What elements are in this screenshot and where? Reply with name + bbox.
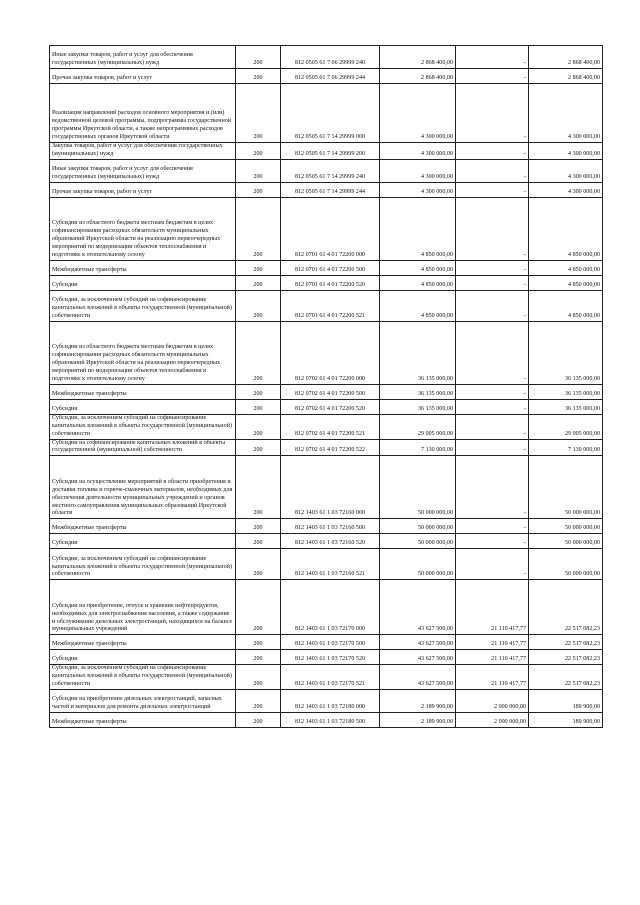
row-description: Межбюджетные трансферты <box>50 260 236 275</box>
row-approved-amount: 2 189 900,00 <box>380 690 456 713</box>
table-row <box>50 321 603 384</box>
row-grbs: 200 <box>236 650 281 665</box>
row-grbs: 200 <box>236 182 281 197</box>
table-row <box>50 713 603 728</box>
budget-rows <box>50 46 603 728</box>
row-approved-amount: 4 850 000,00 <box>380 197 456 260</box>
row-approved-amount: 4 300 000,00 <box>380 159 456 182</box>
row-remaining-amount: 50 000 000,00 <box>529 534 603 549</box>
table-row <box>50 439 603 456</box>
row-grbs: 200 <box>236 159 281 182</box>
row-description: Субсидии на приобретение дизельных электростанций, запасных частей и материалов для ремонта дизельных электростанций <box>50 690 236 713</box>
row-approved-amount: 36 135 000,00 <box>380 321 456 384</box>
table-row <box>50 275 603 290</box>
row-description: Прочая закупка товаров, работ и услуг <box>50 182 236 197</box>
row-budget-code: 812 0701 61 4 01 72200 000 <box>281 197 380 260</box>
row-remaining-amount: 2 868 400,00 <box>529 46 603 69</box>
row-grbs: 200 <box>236 690 281 713</box>
row-budget-code: 812 0505 61 7 14 29999 240 <box>281 159 380 182</box>
row-description: Субсидии, за исключением субсидий на софинансирование капитальных вложений в объекты государственной (муниципальной) собственности <box>50 290 236 321</box>
row-executed-amount: - <box>456 159 529 182</box>
table-row <box>50 580 603 635</box>
row-grbs: 200 <box>236 534 281 549</box>
table-row <box>50 534 603 549</box>
row-approved-amount: 4 300 000,00 <box>380 143 456 160</box>
row-executed-amount: - <box>456 414 529 439</box>
row-grbs: 200 <box>236 275 281 290</box>
table-row <box>50 650 603 665</box>
row-description: Прочая закупка товаров, работ и услуг <box>50 69 236 84</box>
row-grbs: 200 <box>236 439 281 456</box>
row-executed-amount: 2 000 000,00 <box>456 690 529 713</box>
row-remaining-amount: 36 135 000,00 <box>529 384 603 399</box>
row-grbs: 200 <box>236 290 281 321</box>
row-remaining-amount: 4 300 000,00 <box>529 84 603 143</box>
table-row <box>50 143 603 160</box>
row-description: Иные закупки товаров, работ и услуг для обеспечения государственных (муниципальных) нужд <box>50 159 236 182</box>
row-executed-amount: 21 110 417,77 <box>456 650 529 665</box>
row-description: Закупка товаров, работ и услуг для обеспечения государственных (муниципальных) нужд <box>50 143 236 160</box>
row-grbs: 200 <box>236 713 281 728</box>
row-description: Субсидии <box>50 650 236 665</box>
row-description: Межбюджетные трансферты <box>50 713 236 728</box>
table-row <box>50 84 603 143</box>
row-remaining-amount: 22 517 082,23 <box>529 635 603 650</box>
row-approved-amount: 50 000 000,00 <box>380 549 456 580</box>
row-budget-code: 812 1403 61 1 03 72170 521 <box>281 665 380 690</box>
row-executed-amount: - <box>456 439 529 456</box>
row-executed-amount: - <box>456 549 529 580</box>
row-grbs: 200 <box>236 549 281 580</box>
row-grbs: 200 <box>236 143 281 160</box>
row-executed-amount: - <box>456 260 529 275</box>
row-budget-code: 812 1403 61 1 03 72170 520 <box>281 650 380 665</box>
row-grbs: 200 <box>236 665 281 690</box>
row-approved-amount: 7 130 000,00 <box>380 439 456 456</box>
row-description: Межбюджетные трансферты <box>50 384 236 399</box>
table-row <box>50 519 603 534</box>
row-budget-code: 812 0702 61 4 01 72200 521 <box>281 414 380 439</box>
row-approved-amount: 2 189 900,00 <box>380 713 456 728</box>
row-executed-amount: 21 110 417,77 <box>456 635 529 650</box>
row-remaining-amount: 4 850 000,00 <box>529 275 603 290</box>
row-remaining-amount: 29 005 000,00 <box>529 414 603 439</box>
row-description: Межбюджетные трансферты <box>50 635 236 650</box>
row-budget-code: 812 0505 61 7 14 29999 200 <box>281 143 380 160</box>
row-approved-amount: 4 300 000,00 <box>380 182 456 197</box>
row-description: Межбюджетные трансферты <box>50 519 236 534</box>
row-grbs: 200 <box>236 197 281 260</box>
row-budget-code: 812 0702 61 4 01 72200 520 <box>281 399 380 414</box>
table-row <box>50 182 603 197</box>
row-budget-code: 812 0701 61 4 01 72200 521 <box>281 290 380 321</box>
row-executed-amount: 21 110 417,77 <box>456 580 529 635</box>
row-approved-amount: 43 627 500,00 <box>380 650 456 665</box>
table-row <box>50 456 603 519</box>
row-approved-amount: 50 000 000,00 <box>380 456 456 519</box>
row-budget-code: 812 0505 61 7 14 29999 000 <box>281 84 380 143</box>
row-description: Субсидии на приобретение, отпуск и хранение нефтепродуктов, необходимых для электроснабжения населения, а также содержание и обслуживание дизельных электростанций, находящихся на балансе муниципальных учреждений <box>50 580 236 635</box>
row-budget-code: 812 0505 61 7 06 29999 240 <box>281 46 380 69</box>
row-budget-code: 812 1403 61 1 03 72180 000 <box>281 690 380 713</box>
row-executed-amount: 21 110 417,77 <box>456 665 529 690</box>
row-grbs: 200 <box>236 84 281 143</box>
row-executed-amount: - <box>456 143 529 160</box>
row-grbs: 200 <box>236 321 281 384</box>
row-executed-amount: - <box>456 534 529 549</box>
row-remaining-amount: 22 517 082,23 <box>529 650 603 665</box>
row-budget-code: 812 0505 61 7 14 29999 244 <box>281 182 380 197</box>
row-remaining-amount: 189 900,00 <box>529 690 603 713</box>
row-description: Субсидии <box>50 399 236 414</box>
row-description: Иные закупки товаров, работ и услуг для обеспечения государственных (муниципальных) нужд <box>50 46 236 69</box>
row-remaining-amount: 4 850 000,00 <box>529 290 603 321</box>
row-remaining-amount: 50 000 000,00 <box>529 549 603 580</box>
row-description: Субсидии, за исключением субсидий на софинансирование капитальных вложений в объекты государственной (муниципальной) собственности <box>50 414 236 439</box>
row-description: Субсидии, за исключением субсидий на софинансирование капитальных вложений в объекты государственной (муниципальной) собственности <box>50 549 236 580</box>
row-remaining-amount: 189 900,00 <box>529 713 603 728</box>
table-row <box>50 414 603 439</box>
row-approved-amount: 43 627 500,00 <box>380 665 456 690</box>
row-remaining-amount: 36 135 000,00 <box>529 399 603 414</box>
row-approved-amount: 4 300 000,00 <box>380 84 456 143</box>
table-row <box>50 260 603 275</box>
row-grbs: 200 <box>236 399 281 414</box>
row-executed-amount: - <box>456 384 529 399</box>
row-executed-amount: - <box>456 519 529 534</box>
table-row <box>50 399 603 414</box>
row-remaining-amount: 36 135 000,00 <box>529 321 603 384</box>
table-row <box>50 665 603 690</box>
row-approved-amount: 2 868 400,00 <box>380 46 456 69</box>
row-executed-amount: - <box>456 321 529 384</box>
row-grbs: 200 <box>236 260 281 275</box>
row-executed-amount: - <box>456 275 529 290</box>
row-description: Субсидии <box>50 534 236 549</box>
row-approved-amount: 50 000 000,00 <box>380 519 456 534</box>
row-approved-amount: 2 868 400,00 <box>380 69 456 84</box>
row-description: Реализация направлений расходов основного мероприятия и (или) ведомственной целевой программы, подпрограммы государственной программы Иркутской области, а также непрограммных расходов государственных органов Иркутской области <box>50 84 236 143</box>
row-approved-amount: 4 850 000,00 <box>380 275 456 290</box>
table-row <box>50 549 603 580</box>
row-grbs: 200 <box>236 384 281 399</box>
table-row <box>50 159 603 182</box>
row-approved-amount: 50 000 000,00 <box>380 534 456 549</box>
row-executed-amount: - <box>456 456 529 519</box>
row-remaining-amount: 22 517 082,23 <box>529 665 603 690</box>
row-grbs: 200 <box>236 46 281 69</box>
row-grbs: 200 <box>236 580 281 635</box>
row-description: Субсидии на софинансирование капитальных вложений в объекты государственной (муниципальной) собственности <box>50 439 236 456</box>
row-approved-amount: 4 850 000,00 <box>380 260 456 275</box>
row-approved-amount: 4 850 000,00 <box>380 290 456 321</box>
row-budget-code: 812 0505 61 7 06 29999 244 <box>281 69 380 84</box>
row-grbs: 200 <box>236 69 281 84</box>
table-row <box>50 69 603 84</box>
row-budget-code: 812 1403 61 1 03 72180 500 <box>281 713 380 728</box>
table-row <box>50 384 603 399</box>
row-budget-code: 812 1403 61 1 03 72170 500 <box>281 635 380 650</box>
row-executed-amount: - <box>456 290 529 321</box>
row-grbs: 200 <box>236 414 281 439</box>
row-remaining-amount: 4 300 000,00 <box>529 159 603 182</box>
row-approved-amount: 36 135 000,00 <box>380 399 456 414</box>
table-row <box>50 290 603 321</box>
row-description: Субсидии из областного бюджета местным бюджетам в целях софинансирования расходных обязательств муниципальных образований Иркутской области на реализацию первоочередных мероприятий по модернизации объектов теплоснабжения и подготовке к отопительному сезону <box>50 197 236 260</box>
row-budget-code: 812 1403 61 1 03 72160 521 <box>281 549 380 580</box>
row-budget-code: 812 1403 61 1 03 72170 000 <box>281 580 380 635</box>
row-budget-code: 812 0702 61 4 01 72200 522 <box>281 439 380 456</box>
row-remaining-amount: 7 130 000,00 <box>529 439 603 456</box>
row-approved-amount: 29 005 000,00 <box>380 414 456 439</box>
row-remaining-amount: 50 000 000,00 <box>529 519 603 534</box>
budget-table <box>49 45 603 728</box>
row-description: Субсидии на осуществление мероприятий в области приобретения и доставки топлива и горюче-смазочных материалов, необходимых для обеспечения деятельности муниципальных учреждений и органов местного самоуправления муниципальных образований Иркутской области <box>50 456 236 519</box>
row-executed-amount: - <box>456 84 529 143</box>
row-budget-code: 812 1403 61 1 03 72160 500 <box>281 519 380 534</box>
row-approved-amount: 43 627 500,00 <box>380 635 456 650</box>
row-approved-amount: 36 135 000,00 <box>380 384 456 399</box>
row-description: Субсидии <box>50 275 236 290</box>
row-grbs: 200 <box>236 635 281 650</box>
table-row <box>50 197 603 260</box>
table-row <box>50 690 603 713</box>
row-budget-code: 812 1403 61 1 03 72160 520 <box>281 534 380 549</box>
row-approved-amount: 43 627 500,00 <box>380 580 456 635</box>
row-remaining-amount: 4 300 000,00 <box>529 143 603 160</box>
row-remaining-amount: 50 000 000,00 <box>529 456 603 519</box>
row-remaining-amount: 4 300 000,00 <box>529 182 603 197</box>
row-budget-code: 812 0702 61 4 01 72200 500 <box>281 384 380 399</box>
row-budget-code: 812 0702 61 4 01 72200 000 <box>281 321 380 384</box>
row-remaining-amount: 2 868 400,00 <box>529 69 603 84</box>
row-remaining-amount: 4 850 000,00 <box>529 260 603 275</box>
row-executed-amount: - <box>456 197 529 260</box>
table-row <box>50 635 603 650</box>
table-row <box>50 46 603 69</box>
row-remaining-amount: 22 517 082,23 <box>529 580 603 635</box>
row-budget-code: 812 0701 61 4 01 72200 500 <box>281 260 380 275</box>
row-description: Субсидии из областного бюджета местным бюджетам в целях софинансирования расходных обязательств муниципальных образований Иркутской области на реализацию первоочередных мероприятий по модернизации объектов теплоснабжения и подготовке к отопительному сезону <box>50 321 236 384</box>
row-grbs: 200 <box>236 456 281 519</box>
row-executed-amount: - <box>456 46 529 69</box>
row-executed-amount: - <box>456 182 529 197</box>
row-description: Субсидии, за исключением субсидий на софинансирование капитальных вложений в объекты государственной (муниципальной) собственности <box>50 665 236 690</box>
row-executed-amount: - <box>456 399 529 414</box>
row-remaining-amount: 4 850 000,00 <box>529 197 603 260</box>
row-executed-amount: - <box>456 69 529 84</box>
row-budget-code: 812 0701 61 4 01 72200 520 <box>281 275 380 290</box>
row-grbs: 200 <box>236 519 281 534</box>
row-budget-code: 812 1403 61 1 03 72160 000 <box>281 456 380 519</box>
row-executed-amount: 2 000 000,00 <box>456 713 529 728</box>
